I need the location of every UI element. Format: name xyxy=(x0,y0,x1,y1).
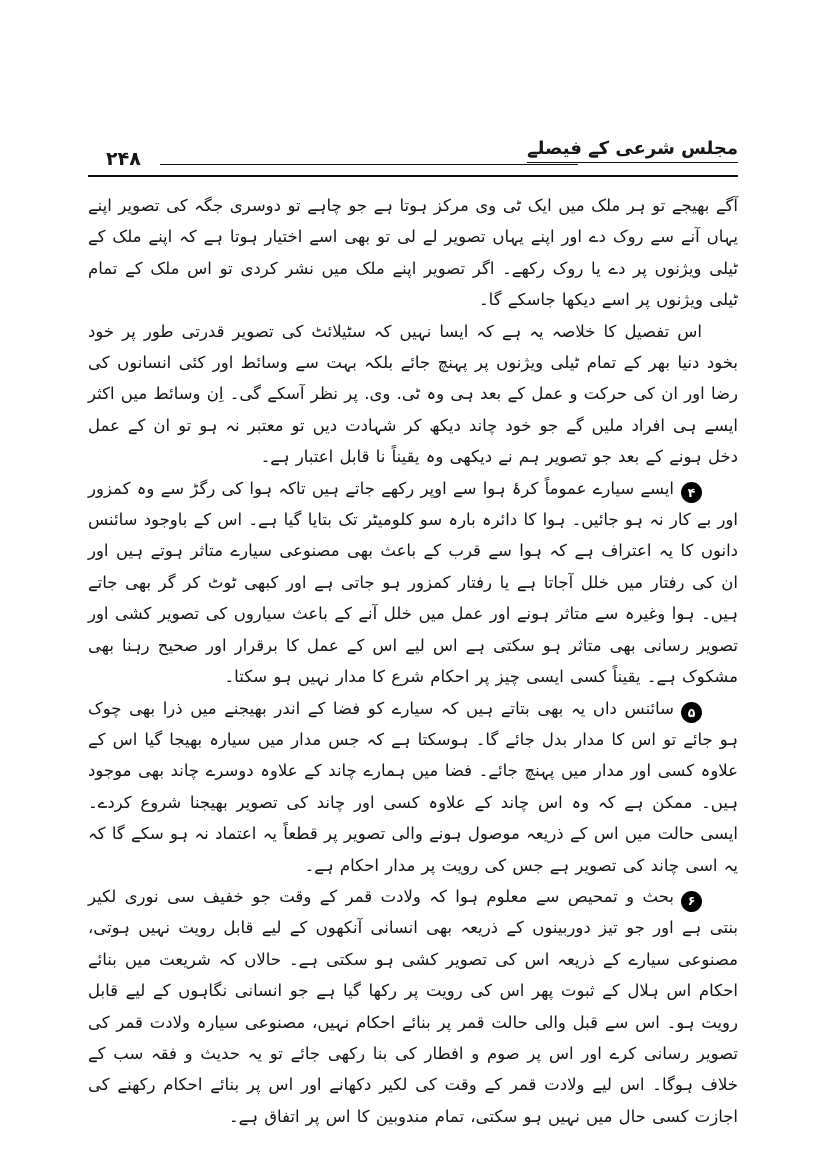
paragraph xyxy=(88,316,738,473)
paragraph-text: بحث و تمحیص سے معلوم ہوا کہ ولادت قمر کے وقت جو خفیف سی نوری لکیر بنتی ہے اور جو تیز دوربینوں کے ذریعہ بھی انسانی آنکھوں کے لیے قابل رویت نہیں ہوتی، مصنوعی سیارے کے ذریعہ اس کی تصویر کشی ہو سکتی ہے۔ حالاں کہ شریعت میں بنائے احکام اس ہلال کے ثبوت پھر اس کی رویت پر رکھا گیا ہے جو انسانی نگاہوں کے لیے قابل رویت ہو۔ اس سے قبل والی حالت قمر پر بنائے احکام نہیں، مصنوعی سیارہ ولادت قمر کی تصویر رسانی کرے اور اس پر صوم و افطار کی بنا رکھی جائے تو یہ حدیث و فقہ سب کے خلاف ہوگا۔ اس لیے ولادت قمر کے وقت کی لکیر دکھانے اور اس پر بنائے احکام رکھنے کی اجازت کسی حال میں نہیں ہو سکتی، تمام مندوبین کا اس پر اتفاق ہے۔ xyxy=(88,886,738,1126)
body-text xyxy=(88,190,738,1132)
header-rule-short xyxy=(160,164,578,165)
paragraph-text: ایسے سیارے عموماً کرۂ ہوا سے اوپر رکھے جاتے ہیں تاکہ ہوا کی رگڑ سے وہ کمزور اور بے کار نہ ہو جائیں۔ ہوا کا دائرہ بارہ سو کلومیٹر تک بتایا گیا ہے۔ اس کے باوجود سائنس دانوں کا یہ اعتراف ہے کہ ہوا سے قرب کے باعث بھی مصنوعی سیارے متاثر ہوتے ہیں اور ان کی رفتار میں خلل آجاتا ہے یا رفتار کمزور ہو جاتی ہے اور کبھی ٹوٹ کر گر بھی جاتے ہیں۔ ہوا وغیرہ سے متاثر ہونے اور عمل میں خلل آنے کے باعث سیاروں کی تصویر کشی اور تصویر رسانی بھی متاثر ہو سکتی ہے اس لیے اس کے عمل کا برقرار اور صحیح رہنا بھی مشکوک ہے۔ یقیناً کسی ایسی چیز پر احکام شرع کا مدار نہیں ہو سکتا۔ xyxy=(88,478,738,687)
header-rule-full xyxy=(88,175,738,177)
page-number: ۲۴۸ xyxy=(106,148,141,170)
page-content xyxy=(88,138,738,1132)
clause-number-badge: ۶ xyxy=(681,891,702,912)
clause-number-badge: ۵ xyxy=(681,702,702,723)
paragraph xyxy=(88,190,738,316)
clause-number-badge: ۴ xyxy=(681,482,702,503)
page-title: مجلس شرعی کے فیصلے xyxy=(527,138,738,163)
paragraph xyxy=(88,693,738,881)
paragraph xyxy=(88,473,738,693)
paragraph-text: آگے بھیجے تو ہر ملک میں ایک ٹی وی مرکز ہوتا ہے جو چاہے تو دوسری جگہ کی تصویر اپنے یہاں آنے سے روک دے اور اپنے یہاں تصویر لے لی تو بھی اسے اختیار ہوتا ہے کہ اپنے ملک کے ٹیلی ویژنوں پر دے یا روک رکھے۔ اگر تصویر اپنے ملک میں نشر کردی تو اس ملک کے تمام ٹیلی ویژنوں پر اسے دیکھا جاسکے گا۔ xyxy=(88,196,738,310)
page-header xyxy=(88,138,738,180)
paragraph-text: سائنس داں یہ بھی بتاتے ہیں کہ سیارے کو فضا کے اندر بھیجنے میں ذرا بھی چوک ہو جائے تو اس کا مدار بدل جائے گا۔ ہوسکتا ہے کہ جس مدار میں سیارہ بھیجا گیا اس کے علاوہ کسی اور مدار میں پہنچ جائے۔ فضا میں ہمارے چاند کے علاوہ دوسرے چاند بھی موجود ہیں۔ ممکن ہے کہ وہ اس چاند کے علاوہ کسی اور چاند کی تصویر بھیجنا شروع کردے۔ ایسی حالت میں اس کے ذریعہ موصول ہونے والی تصویر پر قطعاً یہ اعتماد نہ ہو سکے گا کہ یہ اسی چاند کی تصویر ہے جس کی رویت پر مدار احکام ہے۔ xyxy=(88,698,738,875)
paragraph-text: اس تفصیل کا خلاصہ یہ ہے کہ ایسا نہیں کہ سٹیلائٹ کی تصویر قدرتی طور پر خود بخود دنیا بھر کے تمام ٹیلی ویژنوں پر پہنچ جائے بلکہ بہت سے وسائط اور کئی انسانوں کی رضا اور ان کی حرکت و عمل کے بعد ہی وہ ٹی. وی. پر نظر آسکے گی۔ اِن وسائط میں اکثر ایسے ہی افراد ملیں گے جو خود چاند دیکھ کر شہادت دیں تو معتبر نہ ہو تو ان کے عمل دخل ہونے کے بعد جو تصویر ہم نے دیکھی وہ یقیناً نا قابل اعتبار ہے۔ xyxy=(88,321,738,467)
paragraph xyxy=(88,881,738,1132)
